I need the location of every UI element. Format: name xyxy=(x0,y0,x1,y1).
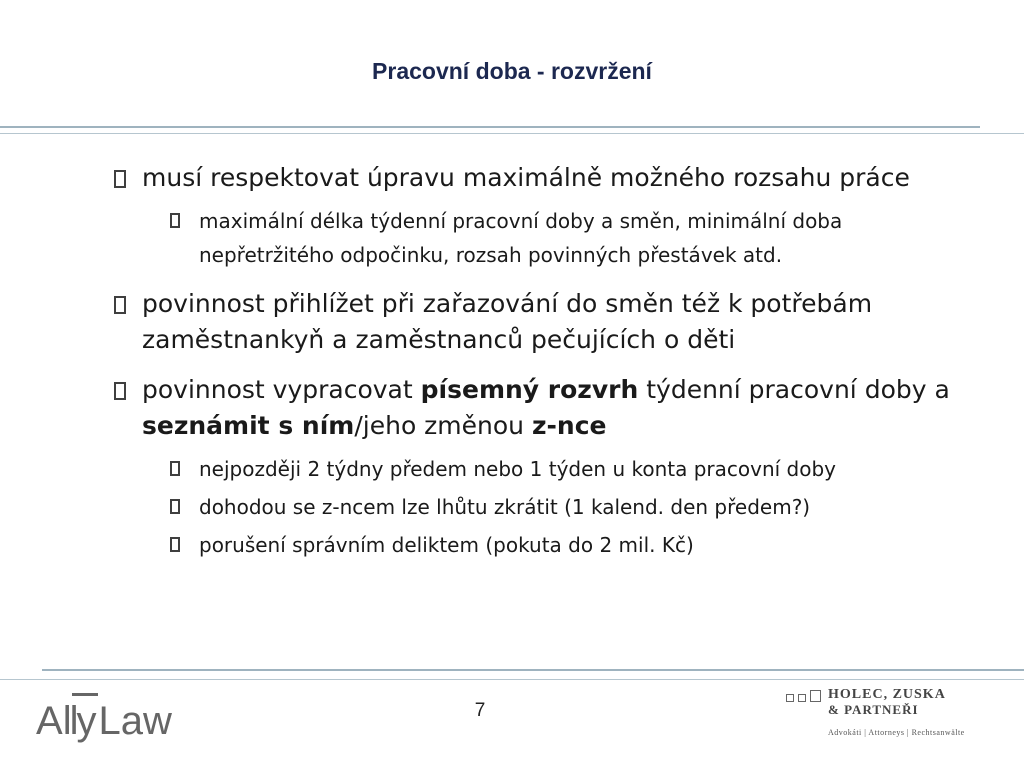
slide-title: Pracovní doba - rozvržení xyxy=(372,58,652,84)
square-bullet-icon xyxy=(114,382,126,400)
sub-bullet-item xyxy=(167,528,970,562)
footer-rule xyxy=(42,669,1024,671)
logo-text-a: A xyxy=(36,699,63,743)
bullet-list xyxy=(110,160,970,562)
holec-zuska-logo xyxy=(786,687,1006,747)
square-bullet-icon xyxy=(170,461,180,476)
bullet-text-part: /jeho změnou xyxy=(354,411,532,440)
logo-firm-name: HOLEC, ZUSKA xyxy=(828,687,946,702)
square-bullet-icon xyxy=(170,213,180,228)
logo-squares-icon xyxy=(786,689,825,707)
bullet-text-bold: z-nce xyxy=(531,411,607,440)
sub-bullet-text: maximální délka týdenní pracovní doby a směn, minimální doba nepřetržitého odpočinku, rozsah povinných přestávek atd. xyxy=(199,209,843,267)
bullet-item xyxy=(110,160,970,196)
logo-text-law: Law xyxy=(98,699,172,743)
sub-bullet-item xyxy=(167,490,970,524)
logo-firm-partners: & PARTNEŘI xyxy=(828,702,919,717)
logo-firm-tagline: Advokáti | Attorneys | Rechtsanwälte xyxy=(828,728,965,737)
bullet-item xyxy=(110,286,970,358)
bullet-text: povinnost přihlížet při zařazování do směn též k potřebám zaměstnankyň a zaměstnanců pečujících o děti xyxy=(142,289,873,354)
sub-bullet-text: nejpozději 2 týdny předem nebo 1 týden u konta pracovní doby xyxy=(199,457,837,481)
square-bullet-icon xyxy=(170,537,180,552)
bullet-text-bold: písemný rozvrh xyxy=(420,375,639,404)
sub-bullet-text: porušení správním deliktem (pokuta do 2 mil. Kč) xyxy=(199,533,694,557)
bullet-text-part: týdenní pracovní doby a xyxy=(638,375,950,404)
sub-bullet-item xyxy=(167,204,970,272)
logo-bar-icon xyxy=(72,693,98,696)
allylaw-logo xyxy=(36,697,196,745)
square-bullet-icon xyxy=(114,170,126,188)
logo-text-lly: lly xyxy=(62,699,95,743)
page-number: 7 xyxy=(474,700,486,721)
header-rule-thin xyxy=(0,133,1024,134)
square-bullet-icon xyxy=(170,499,180,514)
bullet-text-bold: seznámit s ním xyxy=(142,411,355,440)
header-rule xyxy=(0,126,980,128)
square-bullet-icon xyxy=(114,296,126,314)
sub-bullet-text: dohodou se z-ncem lze lhůtu zkrátit (1 kalend. den předem?) xyxy=(199,495,811,519)
bullet-text-part: povinnost vypracovat xyxy=(142,375,421,404)
sub-bullet-item xyxy=(167,452,970,486)
bullet-item xyxy=(110,372,970,444)
footer-rule-thin xyxy=(0,679,1024,680)
bullet-text: musí respektovat úpravu maximálně možného rozsahu práce xyxy=(142,163,910,192)
